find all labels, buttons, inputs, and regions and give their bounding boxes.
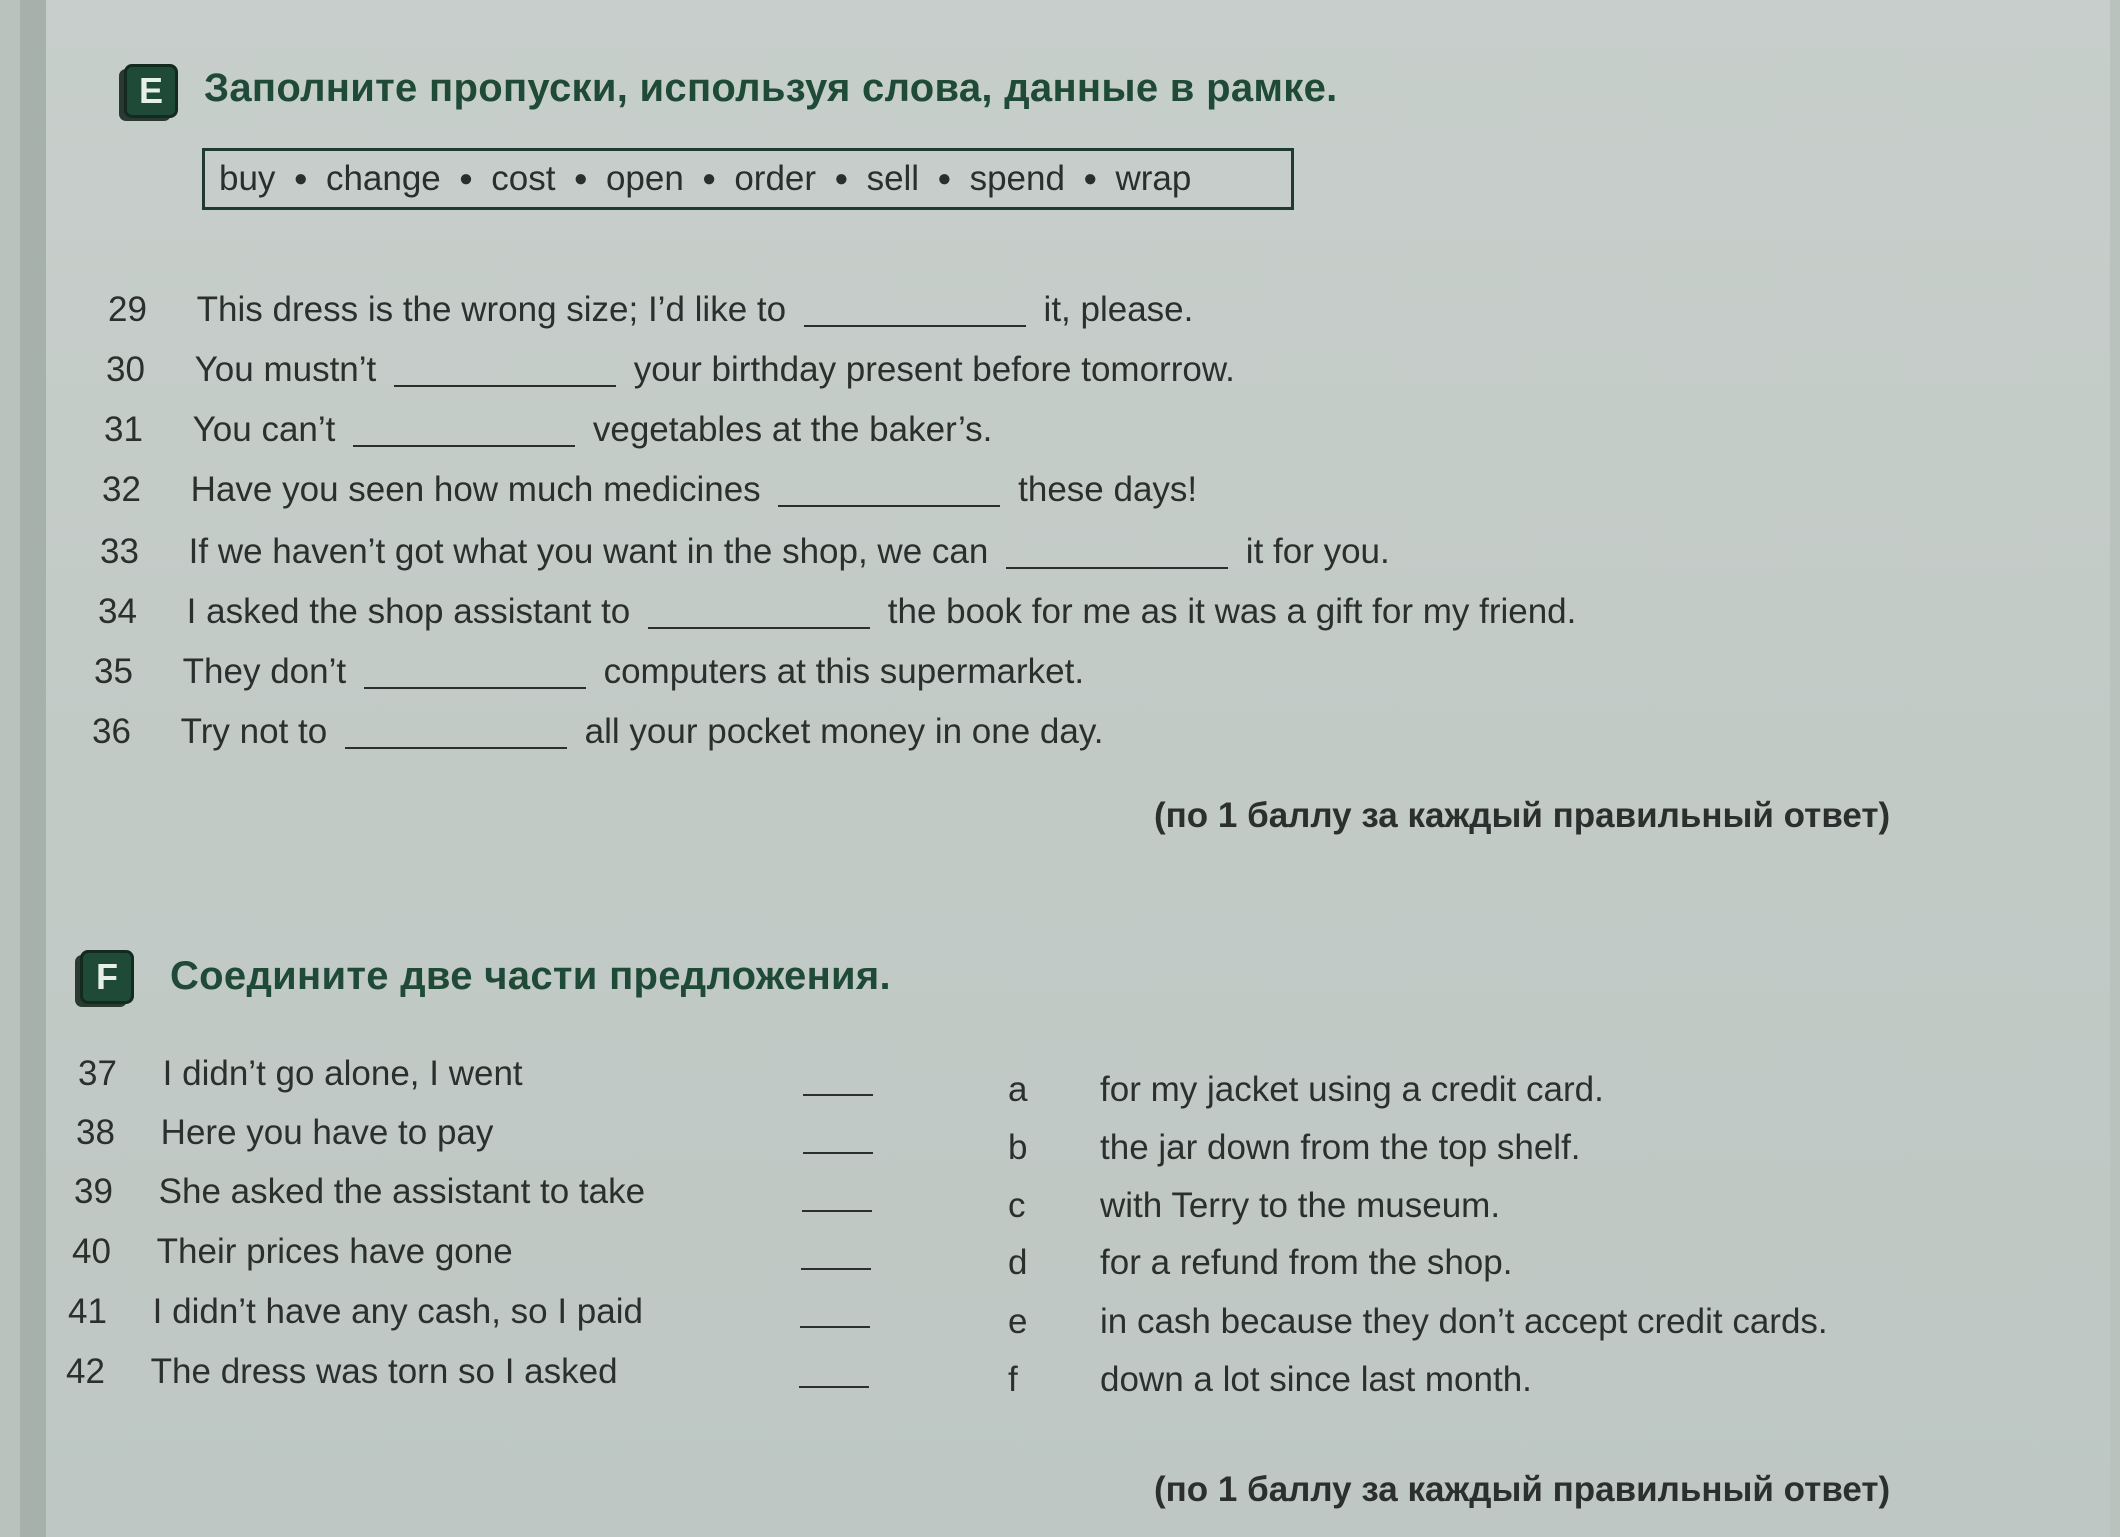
- match-item-41: [68, 1292, 643, 1332]
- item-number: 39: [74, 1172, 113, 1211]
- option-letter: b: [1008, 1128, 1028, 1167]
- item-text-after: the book for me as it was a gift for my friend.: [887, 592, 1577, 631]
- option-text: down a lot since last month.: [1100, 1360, 1532, 1399]
- exercise-item-29: [108, 290, 1193, 330]
- answer-blank[interactable]: [778, 505, 1000, 507]
- option-letter: a: [1008, 1070, 1028, 1109]
- word-wrap: wrap: [1115, 159, 1192, 198]
- option-letter: f: [1008, 1360, 1018, 1399]
- option-letter: e: [1008, 1302, 1028, 1341]
- answer-slot-40[interactable]: [801, 1268, 871, 1270]
- item-text-after: vegetables at the baker’s.: [592, 410, 993, 449]
- item-number: 42: [66, 1352, 105, 1391]
- item-text: Here you have to pay: [160, 1113, 494, 1152]
- word-box: buy ● change ● cost ● open ● order ● sell ● spend ● wrap: [202, 148, 1294, 210]
- answer-slot-37[interactable]: [803, 1094, 873, 1096]
- word-spend: spend: [969, 159, 1065, 198]
- match-item-40: [72, 1232, 513, 1272]
- word-cost: cost: [491, 159, 556, 198]
- match-option-a: [1008, 1070, 1604, 1110]
- word-sell: sell: [866, 159, 920, 198]
- item-number: 33: [100, 532, 139, 571]
- item-number: 31: [104, 410, 143, 449]
- page-edge: [20, 0, 46, 1537]
- match-option-d: [1008, 1243, 1513, 1283]
- exercise-item-30: [106, 350, 1235, 390]
- section-f-heading: Соедините две части предложения.: [170, 954, 891, 998]
- item-number: 29: [108, 290, 147, 329]
- word-open: open: [605, 159, 684, 198]
- match-option-b: [1008, 1128, 1581, 1168]
- answer-blank[interactable]: [364, 687, 586, 689]
- item-text-after: these days!: [1018, 470, 1198, 509]
- item-text-before: If we haven’t got what you want in the shop, we can: [188, 532, 989, 571]
- item-text-before: You can’t: [192, 410, 336, 449]
- item-number: 32: [102, 470, 141, 509]
- item-text-before: You mustn’t: [194, 350, 377, 389]
- match-item-38: [76, 1113, 493, 1153]
- item-text-after: your birthday present before tomorrow.: [633, 350, 1235, 389]
- item-text-after: computers at this supermarket.: [603, 652, 1085, 691]
- item-text-before: Try not to: [180, 712, 328, 751]
- item-number: 37: [78, 1054, 117, 1093]
- item-number: 41: [68, 1292, 107, 1331]
- section-e-icon: E: [124, 64, 178, 118]
- answer-blank[interactable]: [353, 445, 575, 447]
- item-number: 30: [106, 350, 145, 389]
- item-text-before: They don’t: [182, 652, 347, 691]
- answer-blank[interactable]: [1006, 567, 1228, 569]
- item-text-before: I asked the shop assistant to: [186, 592, 631, 631]
- match-option-c: [1008, 1186, 1501, 1226]
- match-option-f: [1008, 1360, 1532, 1400]
- exercise-item-33: [100, 532, 1390, 572]
- answer-slot-42[interactable]: [799, 1386, 869, 1388]
- match-item-37: [78, 1054, 523, 1094]
- match-option-e: [1008, 1302, 1828, 1342]
- exercise-item-35: [94, 652, 1084, 692]
- match-item-42: [66, 1352, 618, 1392]
- exercise-item-34: [98, 592, 1576, 632]
- section-f-icon: F: [80, 950, 134, 1004]
- option-text: in cash because they don’t accept credit cards.: [1100, 1302, 1828, 1341]
- section-f-score-note: (по 1 баллу за каждый правильный ответ): [1154, 1470, 1891, 1509]
- item-number: 38: [76, 1113, 115, 1152]
- option-text: for a refund from the shop.: [1100, 1243, 1513, 1282]
- item-text: She asked the assistant to take: [158, 1172, 646, 1211]
- answer-blank[interactable]: [804, 325, 1026, 327]
- item-text-after: it, please.: [1043, 290, 1194, 329]
- item-text-before: Have you seen how much medicines: [190, 470, 761, 509]
- match-item-39: [74, 1172, 645, 1212]
- option-text: the jar down from the top shelf.: [1100, 1128, 1581, 1167]
- item-number: 40: [72, 1232, 111, 1271]
- option-letter: d: [1008, 1243, 1028, 1282]
- word-change: change: [325, 159, 441, 198]
- section-e-heading: Заполните пропуски, используя слова, данные в рамке.: [204, 66, 1338, 110]
- item-text: I didn’t go alone, I went: [162, 1054, 523, 1093]
- item-text-after: it for you.: [1245, 532, 1390, 571]
- section-e-score-note: (по 1 баллу за каждый правильный ответ): [1154, 796, 1891, 835]
- item-number: 36: [92, 712, 131, 751]
- item-number: 34: [98, 592, 137, 631]
- answer-blank[interactable]: [648, 627, 870, 629]
- item-text-after: all your pocket money in one day.: [584, 712, 1104, 751]
- answer-blank[interactable]: [394, 385, 616, 387]
- item-text: I didn’t have any cash, so I paid: [152, 1292, 643, 1331]
- item-text: Their prices have gone: [156, 1232, 513, 1271]
- answer-blank[interactable]: [345, 747, 567, 749]
- exercise-item-36: [92, 712, 1104, 752]
- answer-slot-41[interactable]: [800, 1326, 870, 1328]
- item-text: The dress was torn so I asked: [150, 1352, 618, 1391]
- word-order: order: [734, 159, 817, 198]
- exercise-item-31: [104, 410, 992, 450]
- item-number: 35: [94, 652, 133, 691]
- answer-slot-38[interactable]: [803, 1152, 873, 1154]
- option-text: with Terry to the museum.: [1100, 1186, 1501, 1225]
- item-text-before: This dress is the wrong size; I’d like to: [196, 290, 787, 329]
- word-buy: buy: [219, 159, 276, 198]
- answer-slot-39[interactable]: [802, 1210, 872, 1212]
- option-letter: c: [1008, 1186, 1026, 1225]
- exercise-item-32: [102, 470, 1197, 510]
- option-text: for my jacket using a credit card.: [1100, 1070, 1604, 1109]
